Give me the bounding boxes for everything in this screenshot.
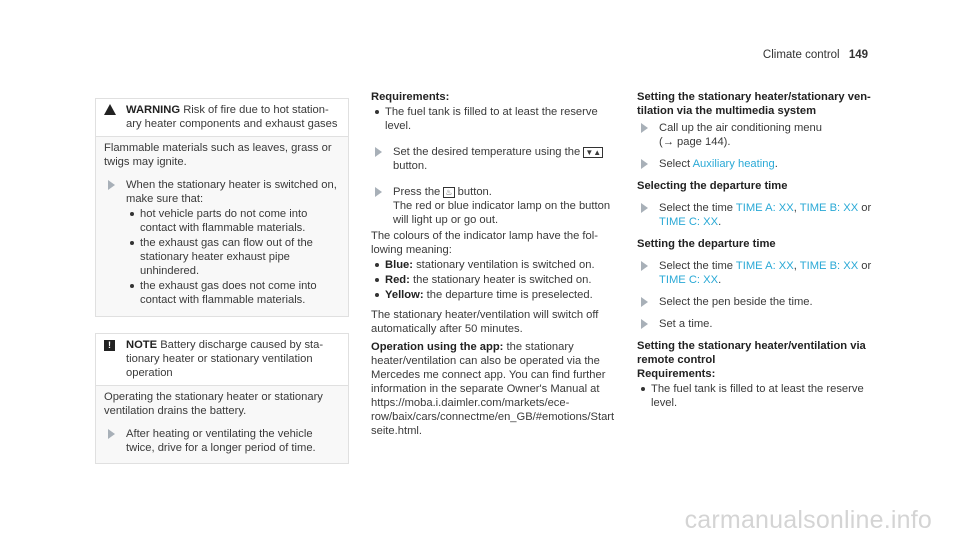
temperature-button-icon: ▼▲	[585, 147, 602, 157]
warning-header	[96, 99, 348, 137]
step-arrow-icon	[375, 147, 382, 157]
step-select-time: Select the time TIME A: XX, TIME B: XX or TIME C: XX.	[637, 201, 892, 229]
step-press-button: Press the ♨ button. The red or blue indicator lamp on the button will light up or go out.	[371, 185, 619, 227]
time-a-option[interactable]: TIME A: XX	[735, 202, 794, 214]
step-set-temperature: Set the desired temperature using the ▼▲ button.	[371, 145, 619, 173]
note-title: Battery discharge caused by stationary heater or stationary ventilation operation	[126, 339, 324, 379]
lamp-intro: The colours of the indicator lamp have the following meaning:	[371, 230, 598, 256]
time-b-option[interactable]: TIME B: XX	[799, 202, 859, 214]
note-step: After heating or ventilating the vehicle twice, drive for a longer period of time.	[104, 427, 340, 455]
column-1	[95, 98, 349, 464]
app-heading: Operation using the app:	[371, 341, 504, 353]
section-title: Climate control	[762, 49, 840, 61]
list-item: The fuel tank is filled to at least the reserve level.	[637, 382, 892, 410]
time-a-option[interactable]: TIME A: XX	[735, 260, 794, 272]
step-call-menu: Call up the air conditioning menu (→ page 144).	[637, 121, 892, 149]
column-3	[637, 91, 892, 411]
app-text: the stationary heater/ventilation can also be operated via the Mercedes me connect app. You can find further information in the separate Owner's Manual at https://moba.i.daimler.com/markets/ece-row/baix/cars/connectme/en_GB/#emotions/Startseite.html.	[371, 341, 615, 437]
list-item: The fuel tank is filled to at least the reserve level.	[371, 105, 619, 133]
section-heading-multimedia: Setting the stationary heater/stationary ventilation via the multimedia system	[637, 91, 871, 117]
requirements-heading-2: Requirements:	[637, 368, 716, 380]
warning-step: When the stationary heater is switched on, make sure that: hot vehicle parts do not come into contact with flammable materials. the exhaust gas can flow out of the stationary heater exhaust pipe unhindered. the exhaust gas does not come into contact with flammable materials.	[104, 178, 340, 308]
step-arrow-icon	[641, 159, 648, 169]
list-item: the exhaust gas does not come into contact with flammable materials.	[126, 279, 340, 307]
column-2	[371, 91, 619, 438]
stationary-heater-button-icon: ♨	[445, 187, 453, 197]
step-arrow-icon	[108, 180, 115, 190]
step-arrow-icon	[108, 429, 115, 439]
warning-title: Risk of fire due to hot stationary heater components and exhaust gases	[126, 104, 338, 130]
step-arrow-icon	[375, 187, 382, 197]
step-set-time: Set a time.	[637, 317, 892, 331]
step-select-time-2: Select the time TIME A: XX, TIME B: XX or TIME C: XX.	[637, 259, 892, 287]
time-c-option[interactable]: TIME C: XX	[659, 274, 719, 286]
step-select-pen: Select the pen beside the time.	[637, 295, 892, 309]
heading-remote-control: Setting the stationary heater/ventilation via remote control	[637, 340, 866, 366]
list-item: Yellow: the departure time is preselected.	[371, 288, 619, 302]
note-body: Operating the stationary heater or stationary ventilation drains the battery.	[104, 391, 323, 417]
step-select-aux: Select Auxiliary heating.	[637, 157, 892, 171]
note-box	[95, 333, 349, 464]
warning-box	[95, 98, 349, 317]
list-item: Red: the stationary heater is switched on.	[371, 273, 619, 287]
step-arrow-icon	[641, 319, 648, 329]
note-icon: !	[104, 338, 126, 380]
heading-setting-departure: Setting the departure time	[637, 238, 776, 250]
page-number: 149	[848, 49, 868, 61]
page-header	[763, 48, 868, 62]
step-arrow-icon	[641, 261, 648, 271]
time-b-option[interactable]: TIME B: XX	[799, 260, 859, 272]
auxiliary-heating-menu-item[interactable]: Auxiliary heating	[692, 158, 775, 170]
watermark: carmanualsonline.info	[684, 506, 932, 534]
warning-triangle-icon	[104, 103, 126, 131]
list-item: Blue: stationary ventilation is switched on.	[371, 258, 619, 272]
heading-selecting-departure: Selecting the departure time	[637, 180, 788, 192]
warning-label: WARNING	[126, 104, 181, 116]
list-item: hot vehicle parts do not come into contact with flammable materials.	[126, 207, 340, 235]
step-arrow-icon	[641, 203, 648, 213]
note-header	[96, 334, 348, 386]
note-label: NOTE	[126, 339, 158, 351]
requirements-heading: Requirements:	[371, 91, 450, 103]
list-item: the exhaust gas can flow out of the stationary heater exhaust pipe unhindered.	[126, 236, 340, 278]
step-arrow-icon	[641, 123, 648, 133]
step-arrow-icon	[641, 297, 648, 307]
auto-off-text: The stationary heater/ventilation will switch off automatically after 50 minutes.	[371, 309, 599, 335]
warning-intro: Flammable materials such as leaves, grass or twigs may ignite.	[104, 142, 332, 168]
time-c-option[interactable]: TIME C: XX	[659, 216, 719, 228]
